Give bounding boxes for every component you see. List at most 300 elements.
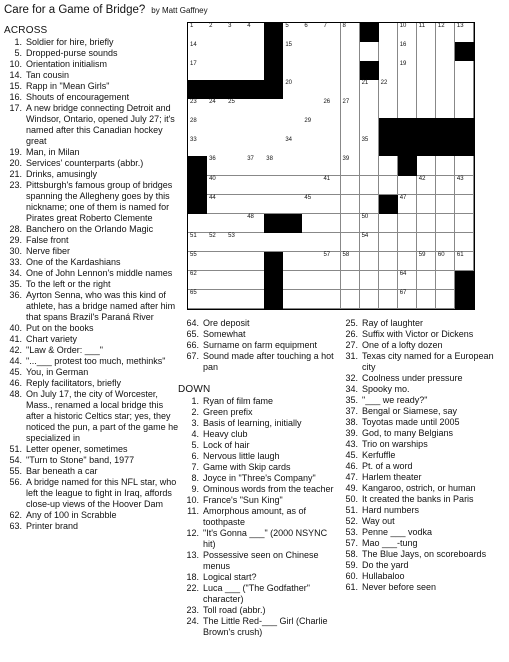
grid-cell[interactable] [188, 233, 208, 253]
grid-cell[interactable] [379, 214, 399, 234]
grid-cell[interactable] [341, 156, 361, 176]
grid-cell[interactable] [398, 271, 418, 291]
grid-cell[interactable] [379, 61, 399, 81]
grid-cell[interactable] [283, 252, 303, 272]
grid-cell[interactable] [398, 176, 418, 196]
grid-cell[interactable] [398, 195, 418, 215]
grid-cell[interactable] [302, 99, 322, 119]
clue-text: France's "Sun King" [203, 495, 283, 505]
grid-cell[interactable] [436, 214, 456, 234]
down-clue[interactable] [340, 318, 508, 329]
down-clue[interactable] [181, 572, 339, 583]
grid-cell[interactable] [207, 23, 227, 43]
grid-cell[interactable] [302, 80, 322, 100]
across-clue[interactable] [4, 37, 180, 48]
across-clue[interactable] [4, 147, 180, 158]
grid-cell[interactable] [321, 233, 341, 253]
grid-cell[interactable] [283, 42, 303, 62]
grid-cell[interactable] [436, 23, 456, 43]
clue-text: Ayrton Senna, who was this kind of athlete, has a bridge named after him that spans Brazil's Paraná River [26, 290, 176, 322]
clue-text: Penne ___ vodka [362, 527, 433, 537]
grid-block [264, 80, 284, 100]
grid-cell[interactable] [321, 137, 341, 157]
grid-cell[interactable] [302, 61, 322, 81]
grid-cell[interactable] [360, 233, 380, 253]
grid-cell[interactable] [245, 271, 265, 291]
down-clue[interactable] [181, 429, 339, 440]
grid-cell[interactable] [455, 61, 475, 81]
across-clue[interactable] [4, 268, 180, 279]
grid-cell[interactable] [360, 176, 380, 196]
grid-cell[interactable] [398, 252, 418, 272]
grid-cell[interactable] [207, 271, 227, 291]
grid-cell[interactable] [398, 42, 418, 62]
grid-cell[interactable] [207, 252, 227, 272]
down-clue[interactable] [340, 582, 508, 593]
across-clue[interactable] [4, 334, 180, 345]
clue-text: On July 17, the city of Worcester, Mass., renamed a local bridge this after a historic Celtics star; yes, they noticed the pun, a part of the game he specialized in [26, 389, 179, 443]
down-clue[interactable] [181, 396, 339, 407]
across-clue[interactable] [4, 158, 180, 169]
down-clue[interactable] [340, 549, 508, 560]
grid-cell[interactable] [283, 137, 303, 157]
across-clue[interactable] [4, 81, 180, 92]
grid-cell[interactable] [341, 23, 361, 43]
grid-cell[interactable] [417, 156, 437, 176]
grid-cell[interactable] [455, 80, 475, 100]
grid-cell[interactable] [436, 156, 456, 176]
grid-cell[interactable] [226, 233, 246, 253]
grid-cell[interactable] [226, 137, 246, 157]
grid-cell[interactable] [321, 195, 341, 215]
grid-cell[interactable] [226, 118, 246, 138]
down-clue[interactable] [340, 560, 508, 571]
down-clue[interactable] [340, 428, 508, 439]
grid-cell[interactable] [321, 118, 341, 138]
grid-cell[interactable] [283, 176, 303, 196]
down-clue[interactable] [181, 462, 339, 473]
grid-cell[interactable] [302, 23, 322, 43]
grid-cell[interactable] [188, 23, 208, 43]
down-clue[interactable] [181, 440, 339, 451]
grid-cell[interactable] [417, 61, 437, 81]
grid-cell[interactable] [360, 290, 380, 310]
grid-cell[interactable] [321, 290, 341, 310]
grid-cell[interactable] [321, 42, 341, 62]
down-clue[interactable] [340, 340, 508, 351]
grid-cell[interactable] [226, 61, 246, 81]
grid-cell[interactable] [226, 271, 246, 291]
across-clue[interactable] [4, 257, 180, 268]
grid-cell[interactable] [264, 176, 284, 196]
down-clue[interactable] [340, 494, 508, 505]
grid-cell[interactable] [302, 42, 322, 62]
grid-cell[interactable] [283, 156, 303, 176]
clue-text: Sound made after touching a hot pan [203, 351, 334, 372]
down-clue[interactable] [340, 461, 508, 472]
down-clue[interactable] [181, 495, 339, 506]
grid-cell[interactable] [188, 99, 208, 119]
grid-block [379, 118, 399, 138]
cell-number: 42 [418, 175, 426, 182]
grid-cell[interactable] [436, 195, 456, 215]
down-clue[interactable] [181, 418, 339, 429]
grid-cell[interactable] [360, 80, 380, 100]
grid-cell[interactable] [341, 137, 361, 157]
grid-cell[interactable] [360, 118, 380, 138]
grid-cell[interactable] [188, 252, 208, 272]
grid-cell[interactable] [360, 42, 380, 62]
grid-cell[interactable] [207, 214, 227, 234]
grid-cell[interactable] [188, 42, 208, 62]
grid-cell[interactable] [264, 156, 284, 176]
down-clue[interactable] [181, 616, 339, 638]
grid-cell[interactable] [321, 156, 341, 176]
grid-cell[interactable] [379, 271, 399, 291]
down-clue[interactable] [181, 407, 339, 418]
grid-cell[interactable] [417, 23, 437, 43]
grid-cell[interactable] [360, 156, 380, 176]
grid-cell[interactable] [341, 176, 361, 196]
grid-cell[interactable] [360, 214, 380, 234]
down-clue[interactable] [181, 605, 339, 616]
clue-number: 23. [9, 180, 22, 190]
down-clue[interactable] [340, 395, 508, 406]
across-clue[interactable] [4, 103, 180, 147]
down-clue[interactable] [340, 483, 508, 494]
grid-cell[interactable] [321, 214, 341, 234]
grid-cell[interactable] [302, 271, 322, 291]
across-clue[interactable] [4, 290, 180, 323]
grid-cell[interactable] [417, 195, 437, 215]
across-clue[interactable] [181, 340, 339, 351]
grid-cell[interactable] [283, 118, 303, 138]
grid-cell[interactable] [245, 214, 265, 234]
across-clue[interactable] [4, 235, 180, 246]
down-clue[interactable] [181, 528, 339, 550]
grid-cell[interactable] [188, 290, 208, 310]
grid-cell[interactable] [226, 99, 246, 119]
grid-cell[interactable] [379, 23, 399, 43]
grid-cell[interactable] [245, 118, 265, 138]
across-clue[interactable] [4, 466, 180, 477]
grid-cell[interactable] [302, 214, 322, 234]
across-clue[interactable] [4, 455, 180, 466]
grid-cell[interactable] [321, 23, 341, 43]
grid-cell[interactable] [245, 137, 265, 157]
grid-cell[interactable] [436, 271, 456, 291]
across-clue[interactable] [4, 48, 180, 59]
grid-cell[interactable] [379, 42, 399, 62]
grid-cell[interactable] [245, 176, 265, 196]
grid-cell[interactable] [341, 42, 361, 62]
grid-cell[interactable] [398, 290, 418, 310]
down-clue[interactable] [181, 484, 339, 495]
down-clue[interactable] [340, 527, 508, 538]
across-clue[interactable] [4, 180, 180, 224]
clue-number: 2. [191, 407, 199, 417]
clue-text: It created the banks in Paris [362, 494, 474, 504]
down-clue[interactable] [340, 516, 508, 527]
grid-cell[interactable] [417, 99, 437, 119]
clue-text: Banchero on the Orlando Magic [26, 224, 154, 234]
grid-cell[interactable] [455, 23, 475, 43]
grid-cell[interactable] [341, 271, 361, 291]
across-clue[interactable] [4, 224, 180, 235]
grid-cell[interactable] [455, 233, 475, 253]
grid-cell[interactable] [455, 214, 475, 234]
grid-cell[interactable] [188, 214, 208, 234]
grid-cell[interactable] [417, 80, 437, 100]
across-clue[interactable] [4, 70, 180, 81]
down-clue[interactable] [181, 583, 339, 605]
grid-block [264, 271, 284, 291]
grid-cell[interactable] [188, 137, 208, 157]
grid-cell[interactable] [398, 80, 418, 100]
cell-number: 36 [209, 156, 216, 163]
grid-cell[interactable] [455, 176, 475, 196]
grid-cell[interactable] [302, 176, 322, 196]
across-clue[interactable] [181, 318, 339, 329]
grid-cell[interactable] [226, 214, 246, 234]
grid-cell[interactable] [398, 23, 418, 43]
across-clue[interactable] [4, 444, 180, 455]
grid-cell[interactable] [360, 252, 380, 272]
clue-text: Luca ___ ("The Godfather" character) [203, 583, 310, 604]
grid-cell[interactable] [379, 252, 399, 272]
grid-cell[interactable] [321, 61, 341, 81]
grid-cell[interactable] [436, 290, 456, 310]
grid-cell[interactable] [245, 195, 265, 215]
grid-cell[interactable] [207, 118, 227, 138]
grid-cell[interactable] [379, 290, 399, 310]
grid-cell[interactable] [321, 252, 341, 272]
grid-cell[interactable] [417, 233, 437, 253]
grid-cell[interactable] [207, 156, 227, 176]
grid-cell[interactable] [417, 176, 437, 196]
grid-cell[interactable] [264, 195, 284, 215]
grid-cell[interactable] [436, 176, 456, 196]
across-clue[interactable] [4, 345, 180, 356]
grid-cell[interactable] [379, 80, 399, 100]
clue-text: Never before seen [362, 582, 437, 592]
across-clue[interactable] [4, 367, 180, 378]
grid-cell[interactable] [283, 80, 303, 100]
down-clue[interactable] [340, 406, 508, 417]
grid-cell[interactable] [245, 42, 265, 62]
grid-cell[interactable] [417, 252, 437, 272]
across-clue[interactable] [4, 92, 180, 103]
grid-cell[interactable] [245, 99, 265, 119]
grid-cell[interactable] [321, 99, 341, 119]
grid-cell[interactable] [226, 252, 246, 272]
grid-cell[interactable] [360, 195, 380, 215]
grid-cell[interactable] [379, 233, 399, 253]
grid-cell[interactable] [188, 118, 208, 138]
across-clue[interactable] [4, 477, 180, 510]
across-clue[interactable] [4, 378, 180, 389]
grid-cell[interactable] [341, 252, 361, 272]
grid-cell[interactable] [436, 61, 456, 81]
grid-cell[interactable] [321, 80, 341, 100]
down-clue[interactable] [340, 472, 508, 483]
grid-cell[interactable] [283, 271, 303, 291]
clue-text: Bengal or Siamese, say [362, 406, 458, 416]
down-clue[interactable] [340, 329, 508, 340]
grid-cell[interactable] [207, 99, 227, 119]
cell-number: 24 [209, 99, 216, 106]
grid-cell[interactable] [283, 290, 303, 310]
clue-number: 49. [345, 483, 358, 493]
grid-cell[interactable] [398, 233, 418, 253]
across-clue[interactable] [4, 59, 180, 70]
clue-text: A new bridge connecting Detroit and Windsor, Ontario, opened July 27; it's named after this Canadian hockey great [26, 103, 175, 146]
clue-text: Kangaroo, ostrich, or human [362, 483, 476, 493]
grid-cell[interactable] [341, 80, 361, 100]
grid-cell[interactable] [302, 252, 322, 272]
grid-cell[interactable] [264, 137, 284, 157]
down-clue[interactable] [181, 451, 339, 462]
grid-cell[interactable] [321, 176, 341, 196]
grid-cell[interactable] [360, 99, 380, 119]
down-clue[interactable] [340, 417, 508, 428]
grid-cell[interactable] [341, 290, 361, 310]
grid-cell[interactable] [341, 118, 361, 138]
grid-cell[interactable] [226, 156, 246, 176]
down-clue[interactable] [340, 439, 508, 450]
grid-cell[interactable] [436, 252, 456, 272]
grid-cell[interactable] [436, 42, 456, 62]
clue-number: 34. [9, 268, 22, 278]
grid-cell[interactable] [455, 156, 475, 176]
down-clue[interactable] [340, 450, 508, 461]
grid-cell[interactable] [321, 271, 341, 291]
grid-cell[interactable] [245, 156, 265, 176]
clue-number: 8. [191, 473, 199, 483]
grid-cell[interactable] [207, 42, 227, 62]
clue-number: 10. [186, 495, 199, 505]
down-clue[interactable] [340, 373, 508, 384]
down-clue[interactable] [340, 538, 508, 549]
grid-cell[interactable] [341, 99, 361, 119]
clue-number: 9. [191, 484, 199, 494]
grid-cell[interactable] [417, 271, 437, 291]
grid-cell[interactable] [245, 23, 265, 43]
grid-cell[interactable] [417, 42, 437, 62]
across-clue[interactable] [181, 329, 339, 340]
grid-cell[interactable] [302, 195, 322, 215]
clue-text: One of a lofty dozen [362, 340, 443, 350]
across-clue[interactable] [4, 389, 180, 444]
across-clue[interactable] [4, 279, 180, 290]
grid-cell[interactable] [341, 214, 361, 234]
grid-cell[interactable] [264, 99, 284, 119]
grid-cell[interactable] [283, 23, 303, 43]
grid-cell[interactable] [436, 233, 456, 253]
grid-cell[interactable] [436, 80, 456, 100]
grid-cell[interactable] [455, 99, 475, 119]
clue-number: 26. [345, 329, 358, 339]
grid-block [188, 176, 208, 196]
across-clue[interactable] [181, 351, 339, 373]
grid-cell[interactable] [207, 61, 227, 81]
grid-cell[interactable] [188, 61, 208, 81]
down-clue[interactable] [340, 571, 508, 582]
grid-block [188, 195, 208, 215]
grid-cell[interactable] [398, 214, 418, 234]
grid-cell[interactable] [226, 42, 246, 62]
across-clue[interactable] [4, 356, 180, 367]
grid-cell[interactable] [379, 99, 399, 119]
grid-cell[interactable] [436, 99, 456, 119]
grid-cell[interactable] [283, 61, 303, 81]
grid-cell[interactable] [302, 233, 322, 253]
grid-cell[interactable] [341, 195, 361, 215]
down-clue[interactable] [340, 505, 508, 516]
grid-cell[interactable] [302, 290, 322, 310]
grid-cell[interactable] [360, 271, 380, 291]
grid-cell[interactable] [207, 137, 227, 157]
grid-cell[interactable] [283, 195, 303, 215]
across-clue[interactable] [4, 510, 180, 521]
grid-cell[interactable] [283, 99, 303, 119]
down-clue[interactable] [340, 351, 508, 373]
grid-cell[interactable] [302, 118, 322, 138]
grid-cell[interactable] [226, 176, 246, 196]
grid-cell[interactable] [379, 176, 399, 196]
grid-cell[interactable] [417, 214, 437, 234]
grid-cell[interactable] [360, 137, 380, 157]
grid-cell[interactable] [283, 233, 303, 253]
grid-cell[interactable] [207, 290, 227, 310]
grid-cell[interactable] [207, 176, 227, 196]
grid-cell[interactable] [379, 156, 399, 176]
grid-cell[interactable] [207, 233, 227, 253]
grid-cell[interactable] [302, 156, 322, 176]
grid-cell[interactable] [226, 290, 246, 310]
grid-cell[interactable] [245, 252, 265, 272]
down-clue[interactable] [181, 506, 339, 528]
grid-cell[interactable] [341, 233, 361, 253]
grid-cell[interactable] [455, 195, 475, 215]
grid-cell[interactable] [455, 252, 475, 272]
grid-cell[interactable] [226, 195, 246, 215]
grid-cell[interactable] [341, 61, 361, 81]
across-clue[interactable] [4, 169, 180, 180]
across-clue[interactable] [4, 521, 180, 532]
grid-cell[interactable] [398, 99, 418, 119]
grid-cell[interactable] [188, 271, 208, 291]
grid-cell[interactable] [302, 137, 322, 157]
grid-cell[interactable] [398, 61, 418, 81]
grid-cell[interactable] [245, 233, 265, 253]
grid-cell[interactable] [264, 118, 284, 138]
grid-cell[interactable] [207, 195, 227, 215]
grid-cell[interactable] [226, 23, 246, 43]
down-clue[interactable] [181, 550, 339, 572]
clue-text: Printer brand [26, 521, 79, 531]
clue-text: Any of 100 in Scrabble [26, 510, 117, 520]
grid-cell[interactable] [245, 290, 265, 310]
across-clue[interactable] [4, 323, 180, 334]
clue-number: 1. [191, 396, 199, 406]
down-clue[interactable] [340, 384, 508, 395]
down-clue[interactable] [181, 473, 339, 484]
grid-cell[interactable] [245, 61, 265, 81]
grid-cell[interactable] [417, 290, 437, 310]
across-clue[interactable] [4, 246, 180, 257]
grid-cell[interactable] [264, 233, 284, 253]
